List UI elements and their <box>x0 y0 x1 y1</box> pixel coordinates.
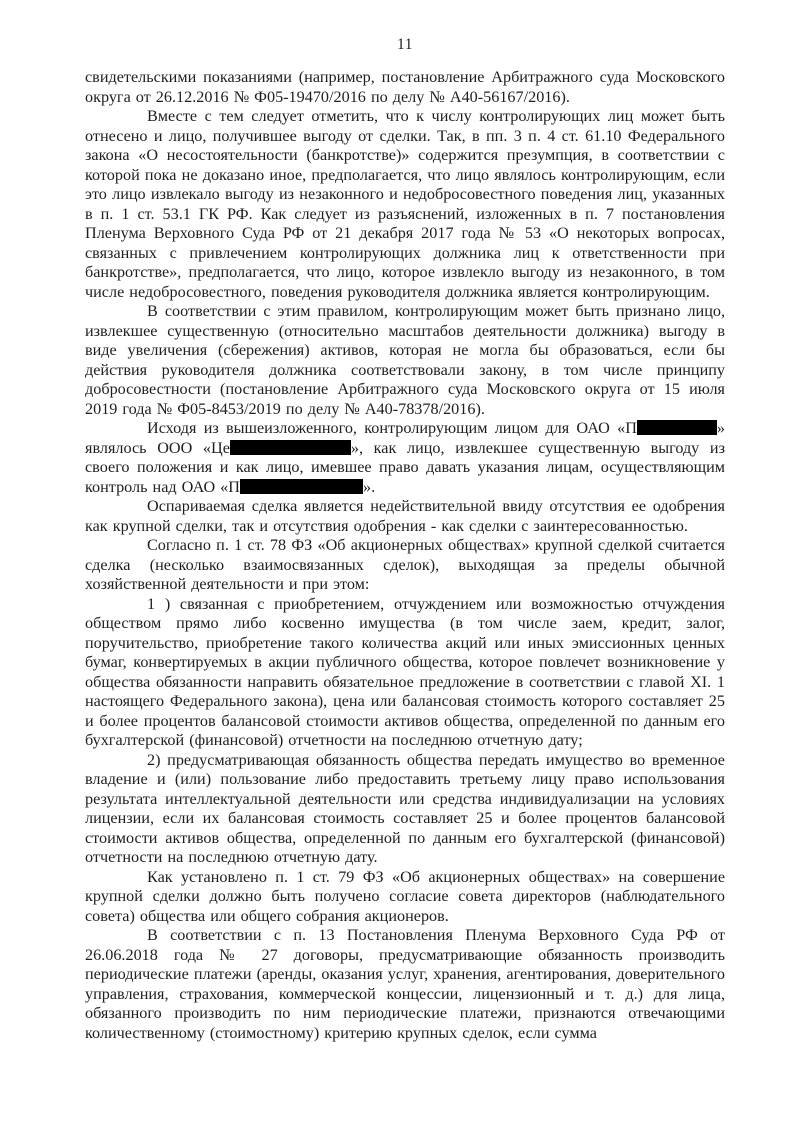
paragraph <box>85 868 725 927</box>
paragraph-text: В соответствии с этим правилом, контролирующим может быть признано лицо, извлекшее существенную (относительно масштабов деятельности должника) выгоду в виде увеличения (сбережения) активов, которая не могла бы образоваться, если бы действия руководителя должника соответствовали закону, в том числе принципу добросовестности (постановление Арбитражного суда Московского округа от 15 июля 2019 года № Ф05-8453/2019 по делу № А40-78378/2016). <box>85 302 725 418</box>
paragraph <box>85 419 725 497</box>
paragraph-text: 2) предусматривающая обязанность общества передать имущество во временное владение и (или) пользование либо предоставить третьему лицу право использования результата интеллектуальной деятельности или средства индивидуализации на условиях лицензии, если их балансовая стоимость составляет 25 и более процентов балансовой стоимости активов общества, определенной по данным его бухгалтерской (финансовой) отчетности на последнюю отчетную дату. <box>85 750 725 866</box>
paragraph-text: », как лицо, извлекшее существенную выгоду из своего положения и как лицо, имевшее право давать указания лицам, осуществляющим контроль над ОАО «П <box>85 438 725 496</box>
paragraph <box>85 497 725 536</box>
document-body <box>85 68 725 1043</box>
paragraph <box>85 595 725 751</box>
paragraph <box>85 926 725 1043</box>
paragraph <box>85 302 725 419</box>
paragraph <box>85 751 725 868</box>
redaction-bar <box>637 420 717 435</box>
paragraph-text: » являлось ООО «Це <box>85 419 725 457</box>
redaction-bar <box>230 440 351 455</box>
paragraph-text: Оспариваемая сделка является недействительной ввиду отсутствия ее одобрения как крупной сделки, так и отсутствия одобрения - как сделки с заинтересованностью. <box>85 497 725 535</box>
paragraph-text: Вместе с тем следует отметить, что к числу контролирующих лиц может быть отнесено и лицо, получившее выгоду от сделки. Так, в пп. 3 п. 4 ст. 61.10 Федерального закона «О несостоятельности (банкротстве)» содержится презумпция, в соответствии с которой пока не доказано иное, предполагается, что лицо являлось контролирующим, если это лицо извлекало выгоду из незаконного и недобросовестного поведения лиц, указанных в п. 1 ст. 53.1 ГК РФ. Как следует из разъяснений, изложенных в п. 7 постановления Пленума Верховного Суда РФ от 21 декабря 2017 года № 53 «О некоторых вопросах, связанных с привлечением контролирующих должника лиц к ответственности при банкротстве», предполагается, что лицо, которое извлекло выгоду из незаконного, в том числе недобросовестного, поведения руководителя должника является контролирующим. <box>85 107 725 301</box>
redaction-bar <box>240 479 363 494</box>
paragraph-text: ». <box>362 477 376 496</box>
paragraph-text: Как установлено п. 1 ст. 79 ФЗ «Об акционерных обществах» на совершение крупной сделки должно быть получено согласие совета директоров (наблюдательного совета) общества или общего собрания акционеров. <box>85 867 725 925</box>
page-number: 11 <box>397 36 413 53</box>
paragraph-text: В соответствии с п. 13 Постановления Пленума Верховного Суда РФ от 26.06.2018 года № 27 договоры, предусматривающие обязанность производить периодические платежи (аренды, оказания услуг, хранения, агентирования, доверительного управления, страхования, коммерческой концессии, лицензионный и т. д.) для лица, обязанного производить по ним периодические платежи, признаются отвечающими количественному (стоимостному) критерию крупных сделок, если сумма <box>85 926 725 1042</box>
paragraph <box>85 536 725 595</box>
paragraph <box>85 68 725 107</box>
paragraph-text: Исходя из вышеизложенного, контролирующим лицом для ОАО «П <box>147 419 637 437</box>
paragraph-text: свидетельскими показаниями (например, постановление Арбитражного суда Московского округа от 26.12.2016 № Ф05-19470/2016 по делу № А40-56167/2016). <box>85 68 725 106</box>
paragraph <box>85 107 725 302</box>
paragraph-text: Согласно п. 1 ст. 78 ФЗ «Об акционерных обществах» крупной сделкой считается сделка (несколько взаимосвязанных сделок), выходящая за пределы обычной хозяйственной деятельности и при этом: <box>85 536 725 593</box>
paragraph-text: 1 ) связанная с приобретением, отчуждением или возможностью отчуждения обществом прямо либо косвенно имущества (в том числе заем, кредит, залог, поручительство, приобретение такого количества акций или иных эмиссионных ценных бумаг, конвертируемых в акции публичного общества, которое повлечет возникновение у общества обязанности направить обязательное предложение в соответствии с главой XI. 1 настоящего Федерального закона), цена или балансовая стоимость которого составляет 25 и более процентов балансовой стоимости активов общества, определенной по данным его бухгалтерской (финансовой) отчетности на последнюю отчетную дату; <box>85 594 725 749</box>
